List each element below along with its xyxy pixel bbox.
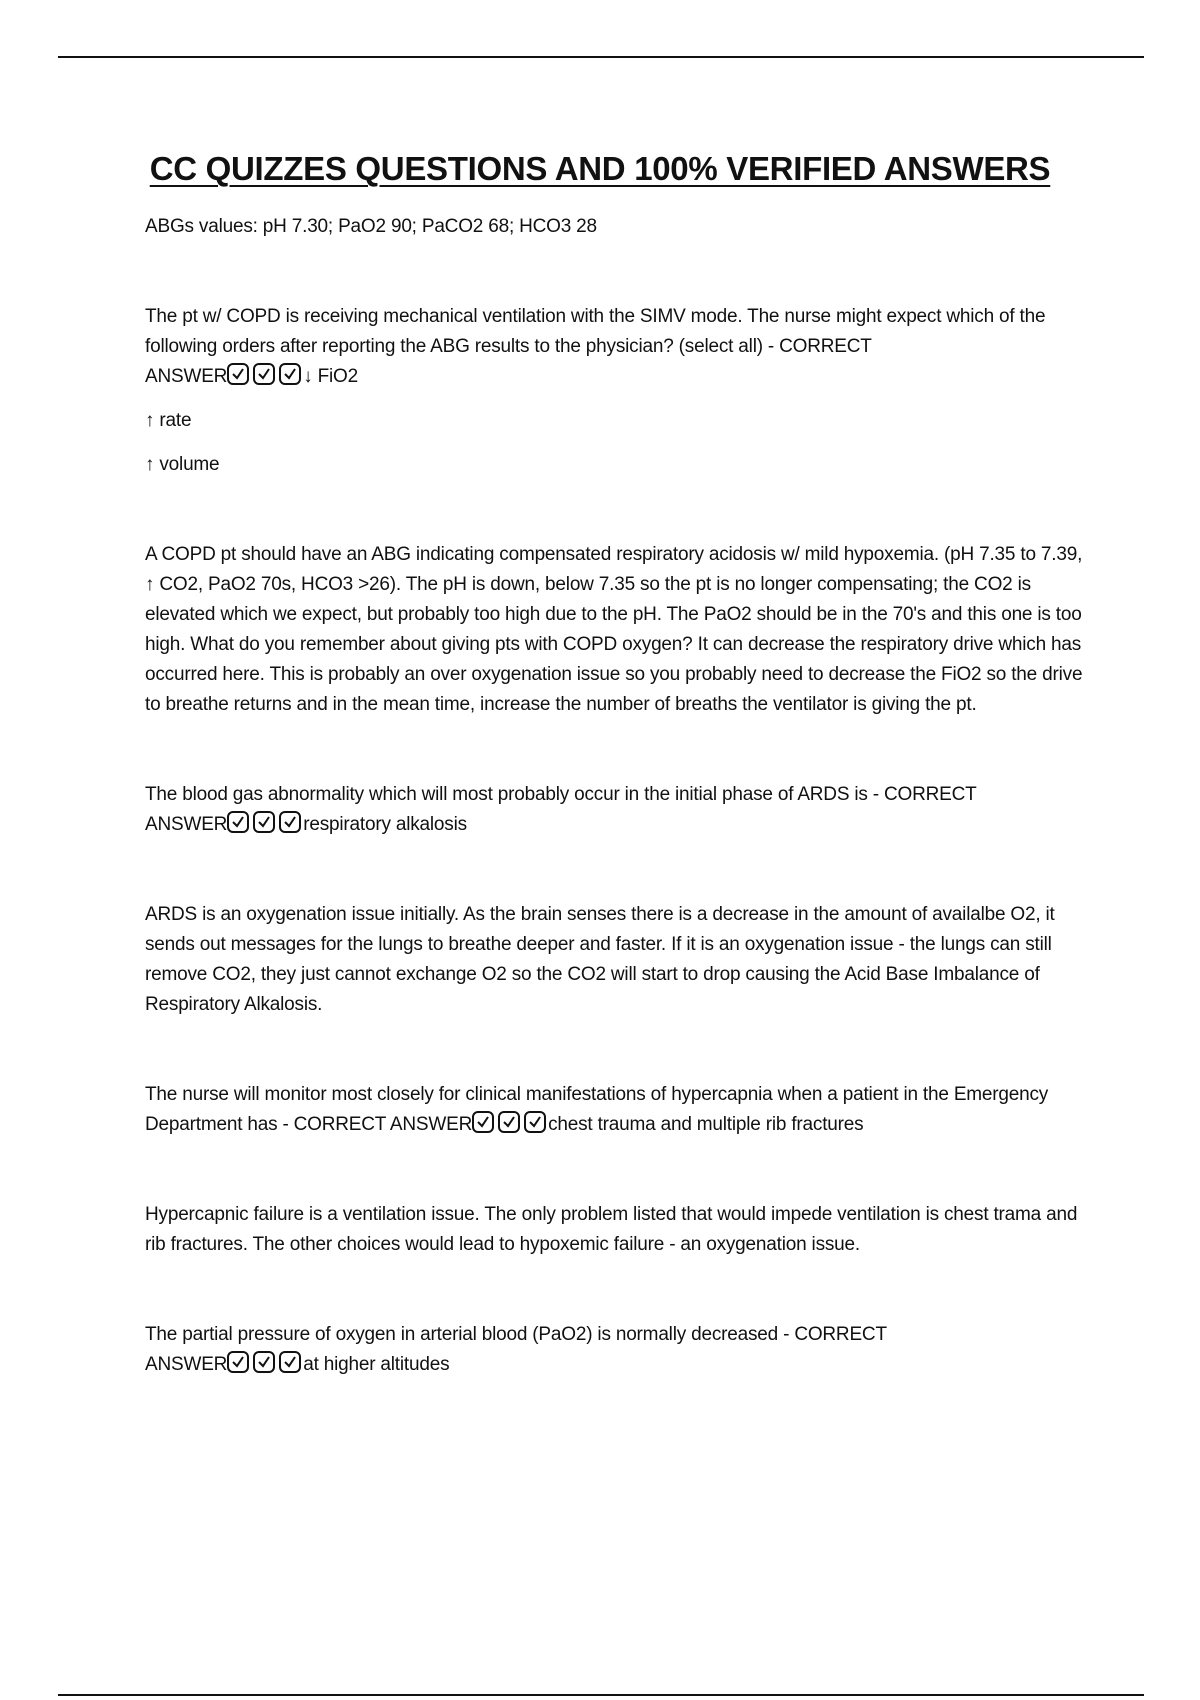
question-1 [145,302,1085,392]
answer-1: ↓ FiO2 [303,366,358,387]
checkbox-checked-icon [472,1111,494,1133]
answer-label: ANSWER [145,1354,228,1375]
question-block-1 [145,302,1085,480]
checkbox-checked-icon [524,1111,546,1133]
check-icons [472,1111,546,1133]
check-icons [227,1351,301,1373]
question-3-text: The nurse will monitor most closely for clinical manifestations of hypercapnia when a patient in the Emergency Department has - CORRECT ANSWER [145,1084,1049,1135]
checkbox-checked-icon [253,811,275,833]
check-icons [227,363,301,385]
document-title: CC QUIZZES QUESTIONS AND 100% VERIFIED ANSWERS [149,150,1051,187]
document-body [145,212,1085,1440]
top-rule [58,56,1144,58]
answer-label: ANSWER [145,814,228,835]
answer-2: respiratory alkalosis [303,814,467,835]
checkbox-checked-icon [279,363,301,385]
question-2-text: The blood gas abnormality which will most probably occur in the initial phase of ARDS is - CORRECT [145,784,977,805]
checkbox-checked-icon [227,1351,249,1373]
explanation-2: ARDS is an oxygenation issue initially. As the brain senses there is a decrease in the amount of availalbe O2, it sends out messages for the lungs to breathe deeper and faster. If it is an oxygenation issue - the lungs can still remove CO2, they just cannot exchange O2 so the CO2 will start to drop causing the Acid Base Imbalance of Respiratory Alkalosis. [145,904,1055,1015]
checkbox-checked-icon [227,811,249,833]
abg-values: ABGs values: pH 7.30; PaO2 90; PaCO2 68; HCO3 28 [145,216,597,237]
checkbox-checked-icon [498,1111,520,1133]
checkbox-checked-icon [227,363,249,385]
answer-3: chest trauma and multiple rib fractures [548,1114,864,1135]
answer-label: ANSWER [145,366,228,387]
checkbox-checked-icon [253,363,275,385]
question-3 [145,1080,1085,1140]
question-2 [145,780,1085,840]
question-4-text: The partial pressure of oxygen in arterial blood (PaO2) is normally decreased - CORRECT [145,1324,887,1345]
explanation-3: Hypercapnic failure is a ventilation issue. The only problem listed that would impede ventilation is chest trama and rib fractures. The other choices would lead to hypoxemic failure - an oxygenation issue. [145,1204,1078,1255]
question-4 [145,1320,1085,1380]
checkbox-checked-icon [253,1351,275,1373]
bottom-rule [58,1694,1144,1696]
checkbox-checked-icon [279,1351,301,1373]
checkbox-checked-icon [279,811,301,833]
answer-option: ↑ volume [145,454,220,475]
question-1-text: The pt w/ COPD is receiving mechanical ventilation with the SIMV mode. The nurse might expect which of the following orders after reporting the ABG results to the physician? (select all) - CORRECT [145,306,1046,357]
answer-option: ↑ rate [145,410,192,431]
check-icons [227,811,301,833]
answer-4: at higher altitudes [303,1354,450,1375]
explanation-1: A COPD pt should have an ABG indicating compensated respiratory acidosis w/ mild hypoxemia. (pH 7.35 to 7.39, ↑ CO2, PaO2 70s, HCO3 >26). The pH is down, below 7.35 so the pt is no longer compensating; the CO2 is elevated which we expect, but probably too high due to the pH. The PaO2 should be in the 70's and this one is too high. What do you remember about giving pts with COPD oxygen? It can decrease the respiratory drive which has occurred here. This is probably an over oxygenation issue so you probably need to decrease the FiO2 so the drive to breathe returns and in the mean time, increase the number of breaths the ventilator is giving the pt. [145,544,1083,715]
